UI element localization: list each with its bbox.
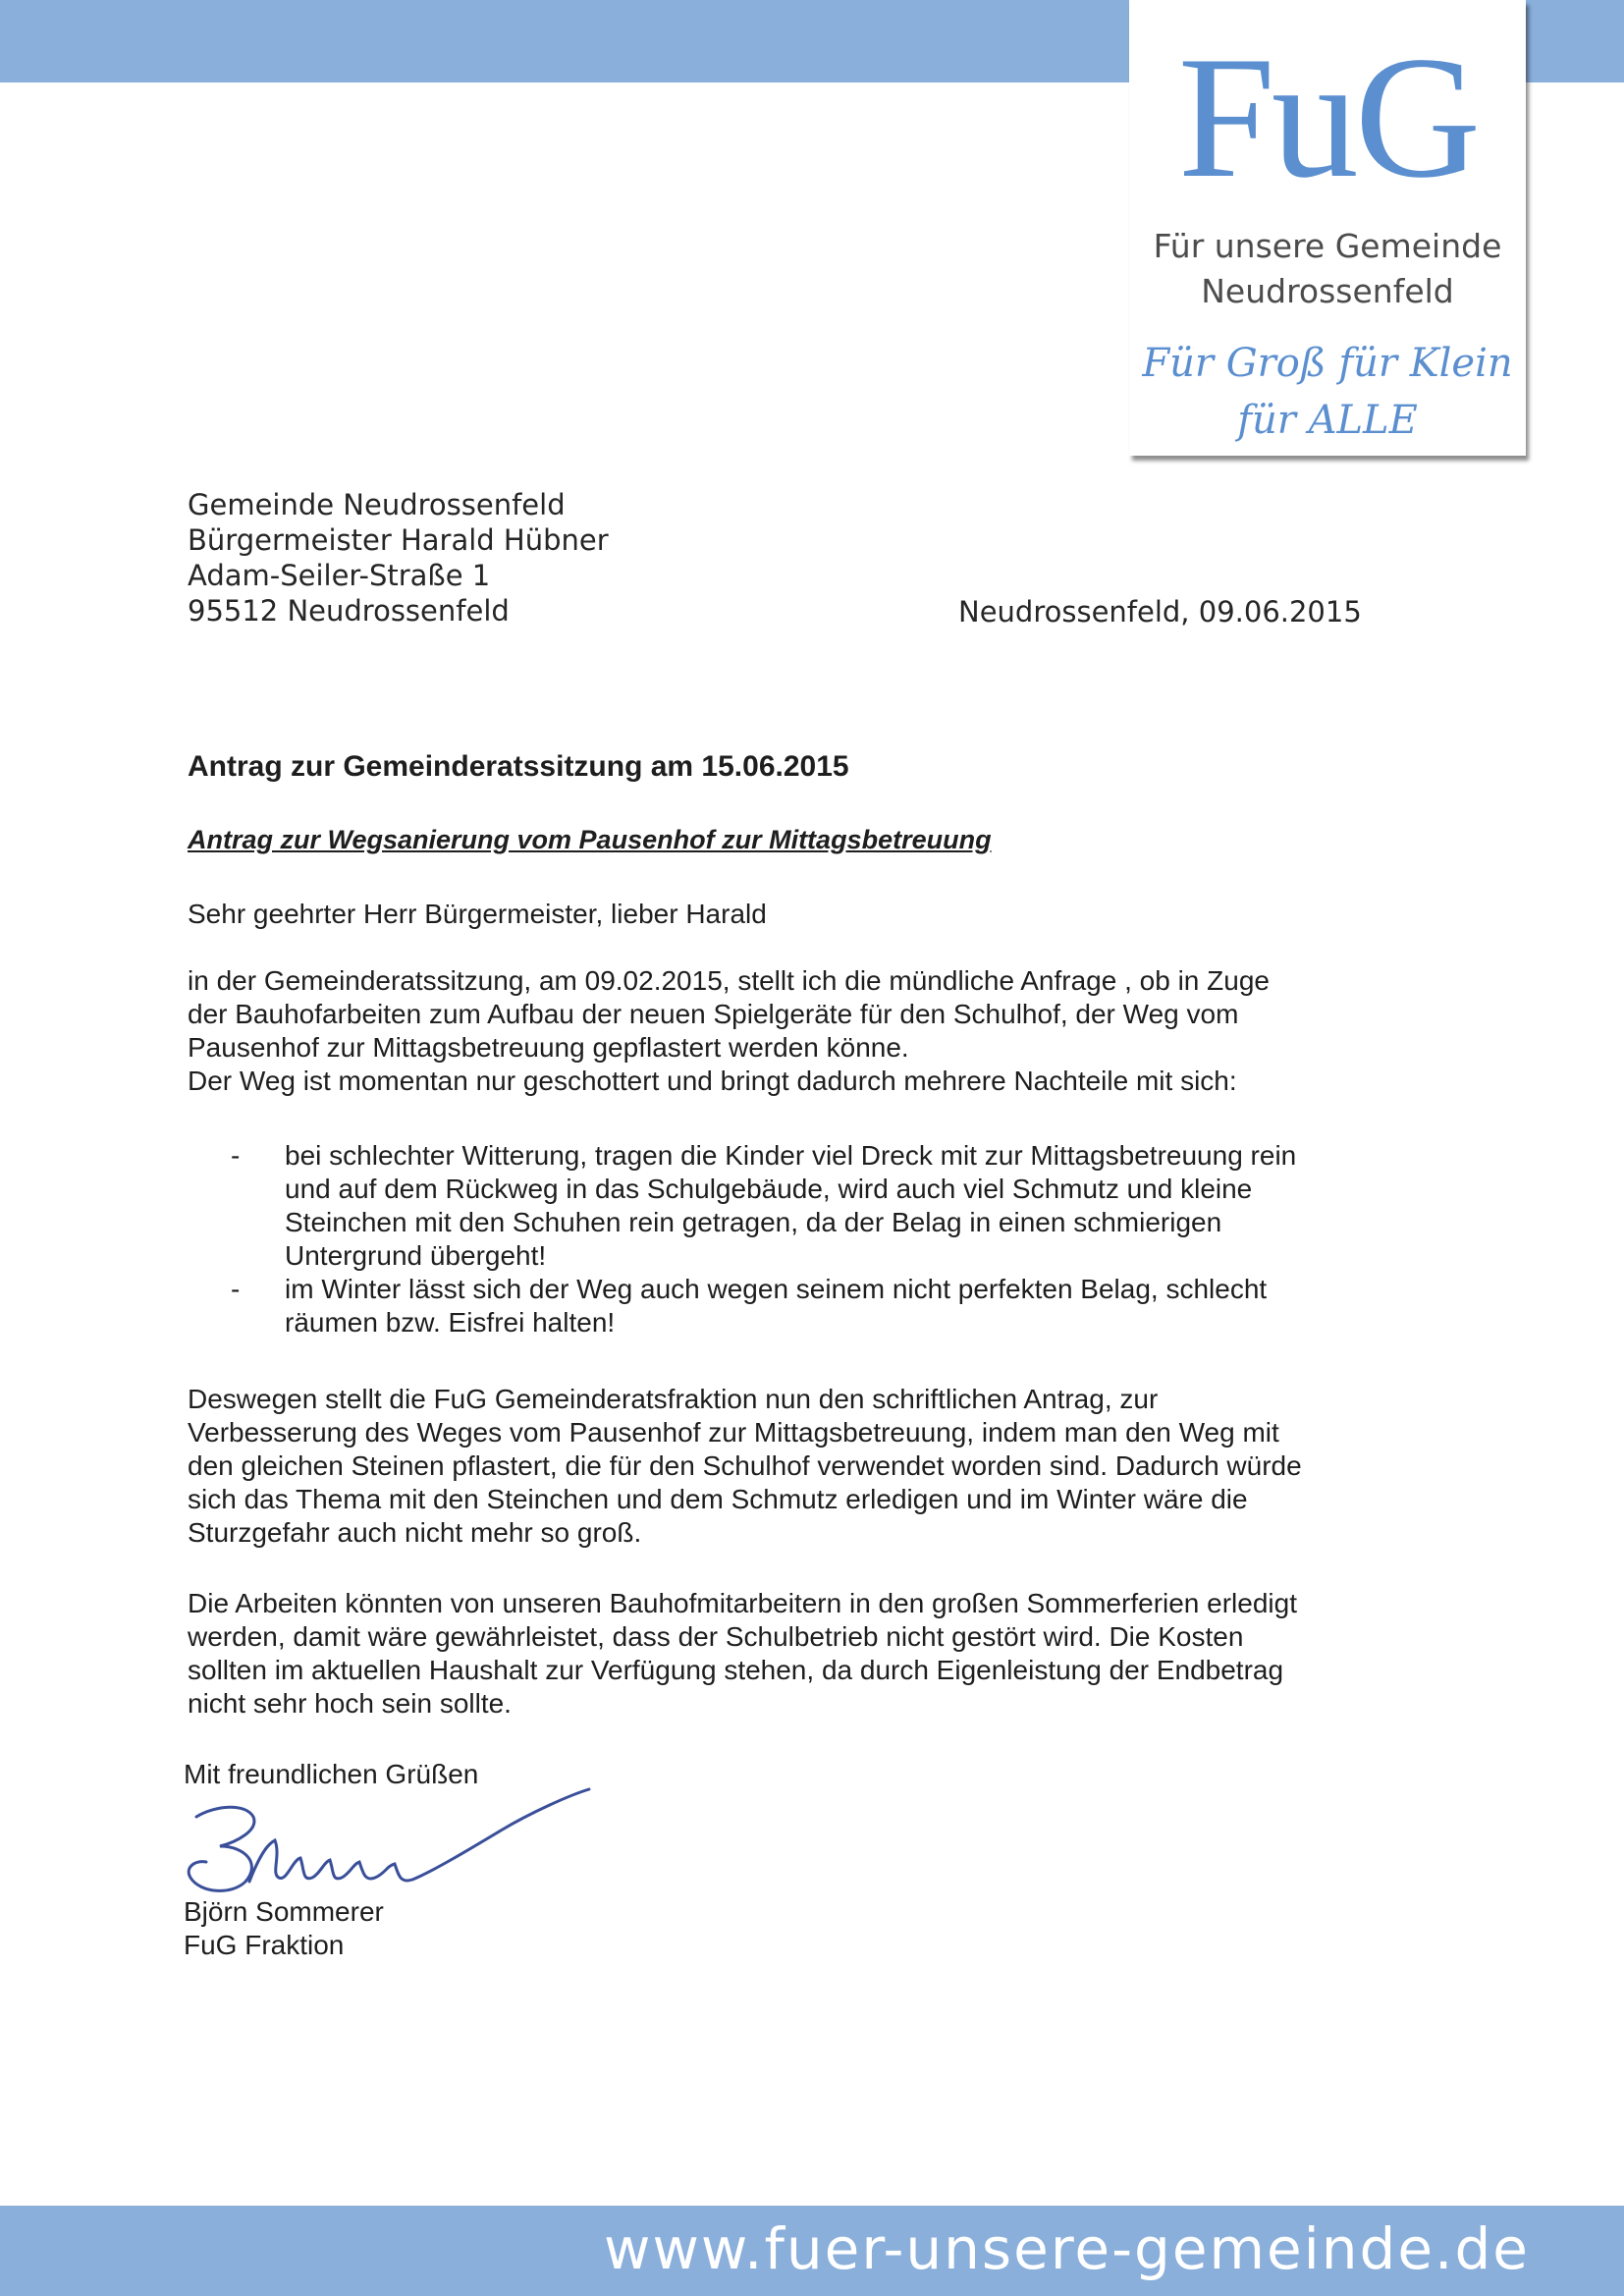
paragraph-line: Die Arbeiten könnten von unseren Bauhofmitarbeitern in den großen Sommerferien erledigt bbox=[188, 1588, 1297, 1618]
paragraph-line: Deswegen stellt die FuG Gemeinderatsfraktion nun den schriftlichen Antrag, zur bbox=[188, 1384, 1159, 1414]
list-item-line: Untergrund übergeht! bbox=[285, 1240, 547, 1271]
bullet-dash: - bbox=[231, 1140, 241, 1171]
paragraph-line: in der Gemeinderatssitzung, am 09.02.2015, stellt ich die mündliche Anfrage , ob in Zuge bbox=[188, 965, 1270, 996]
logo-card bbox=[1129, 0, 1526, 456]
paragraph-line: Der Weg ist momentan nur geschottert und bringt dadurch mehrere Nachteile mit sich: bbox=[188, 1066, 1237, 1096]
logo-subtitle-line2: Neudrossenfeld bbox=[1201, 272, 1454, 310]
paragraph-costs bbox=[188, 1587, 1405, 1721]
signer-group: FuG Fraktion bbox=[184, 1930, 345, 1960]
list-item-line: bei schlechter Witterung, tragen die Kinder viel Dreck mit zur Mittagsbetreuung rein bbox=[285, 1140, 1297, 1171]
bullet-dash: - bbox=[231, 1274, 241, 1304]
list-item-line: Steinchen mit den Schuhen rein getragen, da der Belag in einen schmierigen bbox=[285, 1207, 1222, 1237]
recipient-line: Gemeinde Neudrossenfeld bbox=[188, 488, 566, 521]
paragraph-line: Sturzgefahr auch nicht mehr so groß. bbox=[188, 1517, 642, 1548]
paragraph-line: der Bauhofarbeiten zum Aufbau der neuen Spielgeräte für den Schulhof, der Weg vom bbox=[188, 999, 1239, 1029]
letter-subject: Antrag zur Wegsanierung vom Pausenhof zur Mittagsbetreuung bbox=[188, 825, 992, 854]
paragraph-intro bbox=[188, 964, 1405, 1098]
footer-website-url: www.fuer-unsere-gemeinde.de bbox=[604, 2215, 1530, 2282]
recipient-line: Adam-Seiler-Straße 1 bbox=[188, 559, 491, 592]
paragraph-line: den gleichen Steinen pflastert, die für den Schulhof verwendet worden sind. Dadurch würde bbox=[188, 1450, 1302, 1481]
paragraph-line: Pausenhof zur Mittagsbetreuung gepflastert werden könne. bbox=[188, 1032, 909, 1063]
paragraph-line: Verbesserung des Weges vom Pausenhof zur Mittagsbetreuung, indem man den Weg mit bbox=[188, 1417, 1279, 1448]
closing-greeting: Mit freundlichen Grüßen bbox=[184, 1759, 479, 1789]
letter-date: Neudrossenfeld, 09.06.2015 bbox=[958, 595, 1362, 629]
recipient-address bbox=[188, 487, 609, 629]
drawbacks-list bbox=[188, 1139, 1405, 1339]
paragraph-line: sich das Thema mit den Steinchen und dem Schmutz erledigen und im Winter wäre die bbox=[188, 1484, 1248, 1514]
salutation: Sehr geehrter Herr Bürgermeister, lieber Harald bbox=[188, 899, 767, 929]
paragraph-line: werden, damit wäre gewährleistet, dass der Schulbetrieb nicht gestört wird. Die Kosten bbox=[188, 1621, 1244, 1652]
recipient-line: 95512 Neudrossenfeld bbox=[188, 594, 510, 628]
list-item bbox=[188, 1273, 1405, 1339]
logo-subtitle-line1: Für unsere Gemeinde bbox=[1153, 227, 1502, 265]
list-item-line: räumen bzw. Eisfrei halten! bbox=[285, 1307, 616, 1338]
list-item bbox=[188, 1139, 1405, 1273]
paragraph-line: nicht sehr hoch sein sollte. bbox=[188, 1688, 512, 1719]
paragraph-line: sollten im aktuellen Haushalt zur Verfügung stehen, da durch Eigenleistung der Endbetrag bbox=[188, 1655, 1284, 1685]
paragraph-request bbox=[188, 1383, 1405, 1550]
list-item-line: im Winter lässt sich der Weg auch wegen seinem nicht perfekten Belag, schlecht bbox=[285, 1274, 1268, 1304]
logo-slogan-line1: Für Groß für Klein bbox=[1142, 341, 1513, 386]
fug-logo-mark: FuG bbox=[1177, 20, 1478, 214]
list-item-line: und auf dem Rückweg in das Schulgebäude, wird auch viel Schmutz und kleine bbox=[285, 1174, 1253, 1204]
signer-block bbox=[184, 1895, 384, 1962]
letter-title: Antrag zur Gemeinderatssitzung am 15.06.2015 bbox=[188, 750, 849, 783]
signer-name: Björn Sommerer bbox=[184, 1896, 384, 1927]
recipient-line: Bürgermeister Harald Hübner bbox=[188, 523, 609, 557]
logo-slogan-line2: für ALLE bbox=[1237, 398, 1418, 443]
